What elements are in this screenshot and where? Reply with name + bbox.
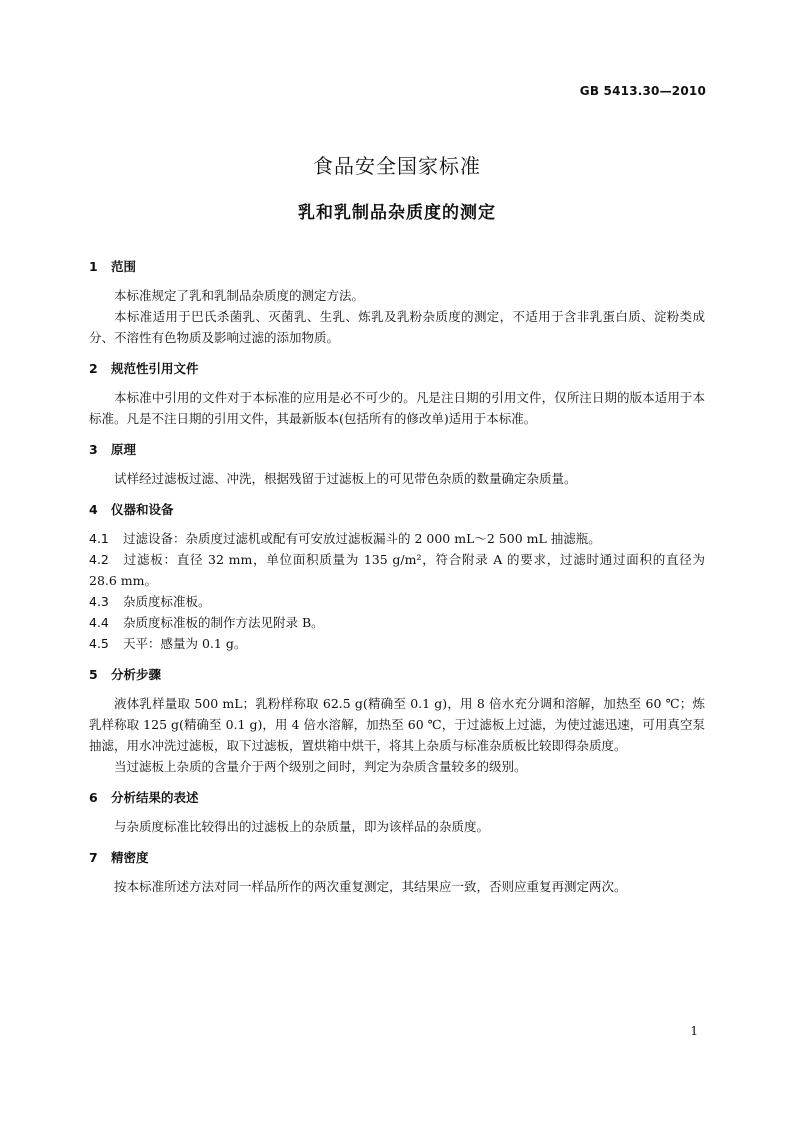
list-item xyxy=(89,528,705,549)
list-item xyxy=(89,612,705,633)
section-title: 分析结果的表述 xyxy=(111,790,199,805)
section-number: 2 xyxy=(89,361,98,376)
list-item xyxy=(89,591,705,612)
section-number: 1 xyxy=(89,259,98,274)
section-number: 4 xyxy=(89,502,98,517)
list-item xyxy=(89,633,705,654)
item-text: 杂质度标准板。 xyxy=(123,594,211,609)
page-number: 1 xyxy=(690,1024,698,1038)
document-subtitle: 乳和乳制品杂质度的测定 xyxy=(298,203,496,223)
section-heading-procedure xyxy=(89,664,705,685)
item-number: 4.1 xyxy=(89,531,109,546)
item-number: 4.3 xyxy=(89,594,109,609)
document-title: 食品安全国家标准 xyxy=(313,154,481,178)
section-heading-precision xyxy=(89,847,705,868)
paragraph: 按本标准所述方法对同一样品所作的两次重复测定，其结果应一致，否则应重复再测定两次。 xyxy=(114,879,627,894)
section-heading-instruments xyxy=(89,499,705,520)
paragraph: 本标准规定了乳和乳制品杂质度的测定方法。 xyxy=(114,288,365,303)
section-number: 3 xyxy=(89,442,98,457)
section-title: 精密度 xyxy=(111,850,149,865)
item-text: 杂质度标准板的制作方法见附录 B。 xyxy=(123,615,324,630)
list-item xyxy=(89,549,705,591)
paragraph: 当过滤板上杂质的含量介于两个级别之间时，判定为杂质含量较多的级别。 xyxy=(114,759,527,774)
paragraph: 液体乳样量取 500 mL；乳粉样称取 62.5 g(精确至 0.1 g)，用 8 倍水充分调和溶解，加热至 60 ℃；炼乳样称取 125 g(精确至 0.1 g)，用 4 倍水溶解，加热至 60 ℃，于过滤板上过滤，为使过滤迅速，可用真空泵抽滤，用水冲洗过滤板，取下过滤板，置烘箱中烘干，将其上杂质与标准杂质板比较即得杂质度。 xyxy=(89,696,705,753)
item-number: 4.5 xyxy=(89,636,109,651)
section-heading-principle xyxy=(89,439,705,460)
section-title: 分析步骤 xyxy=(111,667,162,682)
section-title: 范围 xyxy=(111,259,137,274)
section-title: 原理 xyxy=(111,442,137,457)
item-text: 过滤设备：杂质度过滤机或配有可安放过滤板漏斗的 2 000 mL～2 500 mL 抽滤瓶。 xyxy=(123,531,601,546)
paragraph: 与杂质度标准比较得出的过滤板上的杂质量，即为该样品的杂质度。 xyxy=(114,819,490,834)
section-number: 5 xyxy=(89,667,98,682)
item-number: 4.2 xyxy=(89,552,109,567)
section-heading-normative-references xyxy=(89,358,705,379)
paragraph: 试样经过滤板过滤、冲洗，根据残留于过滤板上的可见带色杂质的数量确定杂质量。 xyxy=(114,471,577,486)
paragraph: 本标准中引用的文件对于本标准的应用是必不可少的。凡是注日期的引用文件，仅所注日期的版本适用于本标准。凡是不注日期的引用文件，其最新版本(包括所有的修改单)适用于本标准。 xyxy=(89,390,705,426)
item-text: 天平：感量为 0.1 g。 xyxy=(123,636,247,651)
section-heading-result-expression xyxy=(89,787,705,808)
section-number: 7 xyxy=(89,850,98,865)
standard-code: GB 5413.30—2010 xyxy=(579,84,706,98)
paragraph: 本标准适用于巴氏杀菌乳、灭菌乳、生乳、炼乳及乳粉杂质度的测定，不适用于含非乳蛋白质、淀粉类成分、不溶性有色物质及影响过滤的添加物质。 xyxy=(89,309,705,345)
section-title: 仪器和设备 xyxy=(111,502,174,517)
section-title: 规范性引用文件 xyxy=(111,361,199,376)
section-heading-scope xyxy=(89,256,705,277)
item-text: 过滤板：直径 32 mm，单位面积质量为 135 g/m²，符合附录 A 的要求，过滤时通过面积的直径为 28.6 mm。 xyxy=(89,552,705,588)
document-body xyxy=(89,256,705,897)
section-number: 6 xyxy=(89,790,98,805)
item-number: 4.4 xyxy=(89,615,109,630)
